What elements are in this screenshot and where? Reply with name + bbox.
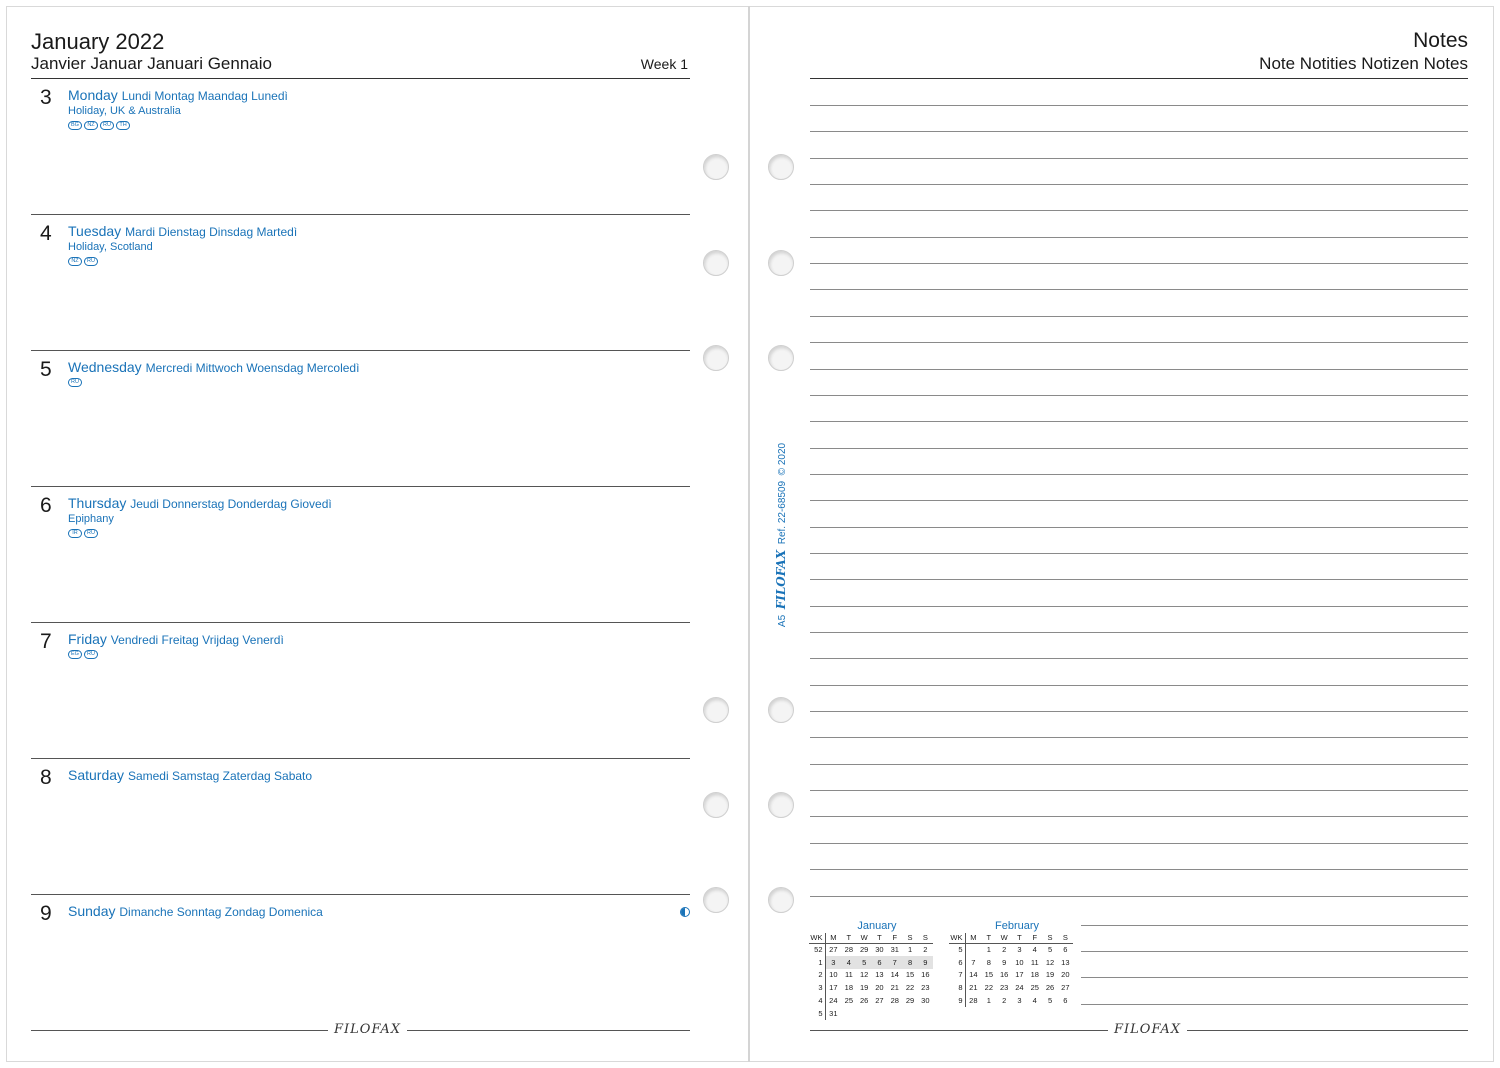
calendar-day: 30 [875, 945, 884, 955]
day-name-english: Friday [68, 631, 107, 647]
calendar-day: 5 [1047, 945, 1053, 955]
weekday-header: M [965, 933, 981, 943]
note-line [810, 158, 1468, 159]
weekday-header: S [902, 933, 917, 943]
calendar-day: 8 [986, 957, 991, 967]
note-line [810, 843, 1468, 844]
binder-hole [768, 154, 794, 180]
week-number: 2 [809, 969, 825, 982]
calendar-day: 21 [969, 983, 978, 993]
country-badges [68, 650, 98, 659]
day-number: 4 [40, 222, 52, 245]
calendar-day: 13 [875, 970, 884, 980]
country-badge: NZ [68, 257, 82, 266]
weekday-header: S [1042, 933, 1057, 943]
calendar-day: 21 [890, 983, 899, 993]
note-line-short [1081, 951, 1468, 952]
calendar-day: 12 [1045, 957, 1055, 967]
week-number: 7 [949, 969, 965, 982]
binder-hole [768, 887, 794, 913]
day-name-english: Thursday [68, 495, 127, 511]
calendar-day [965, 943, 981, 956]
ref-brand: FILOFAX [774, 549, 788, 610]
country-badge: NZ [84, 121, 98, 130]
note-line [810, 553, 1468, 554]
country-badge: RU [84, 650, 98, 659]
day-entry[interactable] [31, 79, 690, 215]
week-number: 5 [949, 943, 965, 956]
note-line [810, 421, 1468, 422]
day-entry[interactable] [31, 351, 690, 487]
country-badge: EG [68, 650, 82, 659]
calendar-day: 4 [1032, 996, 1037, 1006]
calendar-day: 5 [1047, 996, 1053, 1006]
country-badge: BG [68, 121, 82, 130]
calendar-day: 3 [825, 956, 841, 969]
calendar-day [857, 1007, 872, 1020]
calendar-week-row [949, 994, 1073, 1007]
calendar-day: 19 [1045, 970, 1055, 980]
country-badges [68, 257, 98, 266]
note-line [810, 790, 1468, 791]
calendar-day: 5 [857, 956, 872, 969]
country-badges [68, 121, 130, 130]
note-line-short [1081, 1004, 1468, 1005]
weekday-header: F [887, 933, 902, 943]
notes-title: Notes [1413, 29, 1468, 52]
calendar-day: 25 [1030, 983, 1039, 993]
calendar-day: 24 [1015, 983, 1024, 993]
calendar-day: 20 [1061, 970, 1070, 980]
country-badge: IR [68, 529, 82, 538]
day-entry[interactable] [31, 759, 690, 895]
calendar-day: 9 [918, 956, 933, 969]
calendar-week-row [809, 956, 933, 969]
day-name [68, 631, 284, 647]
calendar-day: 19 [859, 983, 869, 993]
day-name-english: Sunday [68, 903, 116, 919]
day-number: 9 [40, 902, 52, 925]
calendar-week-row [809, 994, 933, 1007]
country-badges [68, 529, 98, 538]
note-line [810, 764, 1468, 765]
calendar-day: 22 [905, 983, 915, 993]
country-badge: RU [68, 378, 82, 387]
day-number: 7 [40, 630, 52, 653]
day-number: 6 [40, 494, 52, 517]
note-line [810, 131, 1468, 132]
calendar-day: 16 [999, 970, 1009, 980]
calendar-week-row [949, 956, 1073, 969]
calendar-day: 15 [984, 970, 994, 980]
day-name-english: Wednesday [68, 359, 142, 375]
note-line [810, 263, 1468, 264]
notes-header-rule [810, 78, 1468, 79]
note-line [810, 632, 1468, 633]
calendar-day: 20 [875, 983, 884, 993]
binder-hole [768, 345, 794, 371]
note-line [810, 579, 1468, 580]
day-name [68, 767, 312, 783]
day-entry[interactable] [31, 895, 690, 1031]
binder-hole [703, 250, 729, 276]
binder-hole [703, 887, 729, 913]
note-line [810, 606, 1468, 607]
country-badge: RU [100, 121, 114, 130]
country-badge: TH [116, 121, 130, 130]
note-line [810, 737, 1468, 738]
calendar-day: 18 [844, 983, 854, 993]
calendar-day: 23 [921, 983, 930, 993]
note-line [810, 184, 1468, 185]
note-line [810, 685, 1468, 686]
day-name [68, 495, 332, 511]
calendar-day: 25 [844, 996, 854, 1006]
day-name [68, 903, 323, 919]
day-name [68, 87, 288, 103]
weekday-header: W [857, 933, 872, 943]
weekday-header: T [1012, 933, 1027, 943]
binder-hole [703, 154, 729, 180]
ref-copyright: © 2020 [777, 442, 788, 476]
day-name-english: Saturday [68, 767, 125, 783]
calendar-day: 4 [841, 956, 856, 969]
country-badges [68, 378, 82, 387]
note-line [810, 816, 1468, 817]
holiday-label: Holiday, UK & Australia [68, 105, 181, 117]
binder-hole [768, 250, 794, 276]
day-number: 3 [40, 86, 52, 109]
day-number: 5 [40, 358, 52, 381]
calendar-day: 2 [1002, 945, 1007, 955]
mini-calendar-title: February [994, 920, 1040, 932]
note-line [810, 500, 1468, 501]
weekday-header: S [918, 933, 933, 943]
weekday-header: WK [809, 933, 825, 943]
ref-number: Ref. 22-68509 [777, 480, 788, 545]
note-line [810, 316, 1468, 317]
note-line [810, 896, 1468, 897]
calendar-day [918, 1007, 933, 1020]
note-line [810, 869, 1468, 870]
calendar-day: 28 [890, 996, 899, 1006]
note-line [810, 658, 1468, 659]
calendar-week-row [809, 1007, 933, 1020]
note-line [810, 527, 1468, 528]
weekday-header: S [1058, 933, 1073, 943]
week-number: 8 [949, 981, 965, 994]
weekday-header: W [997, 933, 1012, 943]
binder-hole [768, 792, 794, 818]
week-number: 9 [949, 994, 965, 1007]
week-label: Week 1 [640, 56, 688, 72]
weekday-header: F [1027, 933, 1042, 943]
month-translations: Janvier Januar Januari Gennaio [31, 54, 272, 73]
calendar-day: 15 [905, 970, 915, 980]
day-name-english: Monday [68, 87, 118, 103]
calendar-day: 26 [859, 996, 869, 1006]
day-entry[interactable] [31, 215, 690, 351]
calendar-day: 22 [984, 983, 994, 993]
binding-spine [748, 6, 750, 1062]
note-line [810, 105, 1468, 106]
moon-phase-icon [680, 907, 690, 917]
note-line [810, 395, 1468, 396]
weekday-header: T [841, 933, 856, 943]
calendar-week-row [809, 981, 933, 994]
calendar-day [841, 1007, 856, 1020]
day-number: 8 [40, 766, 52, 789]
note-line [810, 369, 1468, 370]
calendar-day: 10 [829, 970, 838, 980]
mini-calendar-grid [809, 933, 933, 1020]
calendar-day: 11 [1030, 957, 1039, 967]
calendar-day: 17 [1015, 970, 1024, 980]
binder-hole [703, 345, 729, 371]
calendar-week-row [949, 981, 1073, 994]
month-title: January 2022 [31, 29, 165, 54]
week-number: 5 [809, 1007, 825, 1020]
calendar-day: 31 [890, 945, 899, 955]
calendar-day: 28 [969, 996, 978, 1006]
calendar-day: 27 [875, 996, 884, 1006]
day-name-english: Tuesday [68, 223, 122, 239]
calendar-week-row [809, 943, 933, 956]
calendar-day: 11 [844, 970, 853, 980]
note-line [810, 237, 1468, 238]
day-name-translations: Dimanche Sonntag Zondag Domenica [119, 905, 323, 919]
product-reference [774, 443, 788, 627]
notes-translations: Note Notities Notizen Notes [1259, 54, 1468, 73]
country-badge: RU [84, 529, 98, 538]
weekday-header: T [872, 933, 887, 943]
mini-calendar-title: January [857, 920, 897, 932]
binder-hole [703, 697, 729, 723]
calendar-day: 29 [859, 945, 869, 955]
calendar-day: 4 [1032, 945, 1037, 955]
calendar-day: 18 [1030, 970, 1039, 980]
week-number: 3 [809, 981, 825, 994]
day-name [68, 223, 297, 239]
binder-hole [768, 697, 794, 723]
calendar-day: 26 [1045, 983, 1055, 993]
calendar-day: 24 [829, 996, 838, 1006]
week-number: 6 [949, 956, 965, 969]
day-entry[interactable] [31, 623, 690, 759]
calendar-day: 29 [905, 996, 915, 1006]
day-name-translations: Samedi Samstag Zaterdag Sabato [127, 769, 313, 783]
mini-calendar-grid [949, 933, 1073, 1007]
calendar-day [902, 1007, 917, 1020]
weekday-header: T [981, 933, 996, 943]
day-name-translations: Vendredi Freitag Vrijdag Venerdì [110, 633, 284, 647]
mini-calendar [949, 919, 1073, 1007]
calendar-day [872, 1007, 887, 1020]
holiday-label: Holiday, Scotland [68, 241, 153, 253]
day-name-translations: Jeudi Donnerstag Donderdag Giovedì [130, 497, 332, 511]
calendar-day [887, 1007, 902, 1020]
weekday-header: WK [949, 933, 965, 943]
calendar-day: 14 [969, 970, 978, 980]
calendar-day: 10 [1015, 957, 1024, 967]
note-line [810, 210, 1468, 211]
calendar-week-row [949, 969, 1073, 982]
calendar-day: 30 [921, 996, 930, 1006]
country-badge: RU [84, 257, 98, 266]
note-line [810, 474, 1468, 475]
calendar-day: 27 [1061, 983, 1070, 993]
calendar-day: 14 [890, 970, 899, 980]
binder-hole [703, 792, 729, 818]
calendar-day: 12 [859, 970, 869, 980]
mini-calendar [809, 919, 933, 1020]
calendar-day: 28 [844, 945, 854, 955]
calendar-day: 27 [829, 945, 838, 955]
note-line-short [1081, 925, 1468, 926]
calendar-day: 13 [1061, 957, 1070, 967]
day-name-translations: Mercredi Mittwoch Woensdag Mercoledì [145, 361, 360, 375]
calendar-day: 3 [1017, 996, 1022, 1006]
calendar-day: 23 [999, 983, 1009, 993]
day-name-translations: Lundi Montag Maandag Lunedì [121, 89, 288, 103]
calendar-day: 3 [1017, 945, 1022, 955]
calendar-day: 6 [872, 956, 887, 969]
day-name [68, 359, 359, 375]
day-entry[interactable] [31, 487, 690, 623]
calendar-day: 1 [986, 996, 991, 1006]
calendar-day: 6 [1063, 945, 1068, 955]
note-line [810, 342, 1468, 343]
calendar-day: 7 [971, 957, 976, 967]
calendar-day: 8 [902, 956, 917, 969]
calendar-day: 2 [1002, 996, 1007, 1006]
calendar-week-row [949, 943, 1073, 956]
day-name-translations: Mardi Dienstag Dinsdag Martedì [125, 225, 298, 239]
calendar-day: 7 [887, 956, 902, 969]
calendar-week-row [809, 969, 933, 982]
ref-size: A5 [777, 614, 788, 628]
calendar-day: 6 [1063, 996, 1068, 1006]
calendar-day: 16 [921, 970, 930, 980]
brand-logo-left: FILOFAX [328, 1022, 407, 1037]
calendar-day: 31 [829, 1008, 838, 1018]
week-number: 52 [809, 943, 825, 956]
brand-logo-right: FILOFAX [1108, 1022, 1187, 1037]
holiday-label: Epiphany [68, 513, 114, 525]
calendar-day: 1 [986, 945, 991, 955]
calendar-day: 1 [907, 945, 913, 955]
weekday-header: M [825, 933, 841, 943]
week-number: 4 [809, 994, 825, 1007]
calendar-day: 9 [1002, 957, 1007, 967]
week-number: 1 [809, 956, 825, 969]
calendar-day: 17 [829, 983, 838, 993]
calendar-day: 2 [923, 945, 928, 955]
note-line [810, 711, 1468, 712]
note-line [810, 448, 1468, 449]
note-line [810, 289, 1468, 290]
note-line-short [1081, 977, 1468, 978]
